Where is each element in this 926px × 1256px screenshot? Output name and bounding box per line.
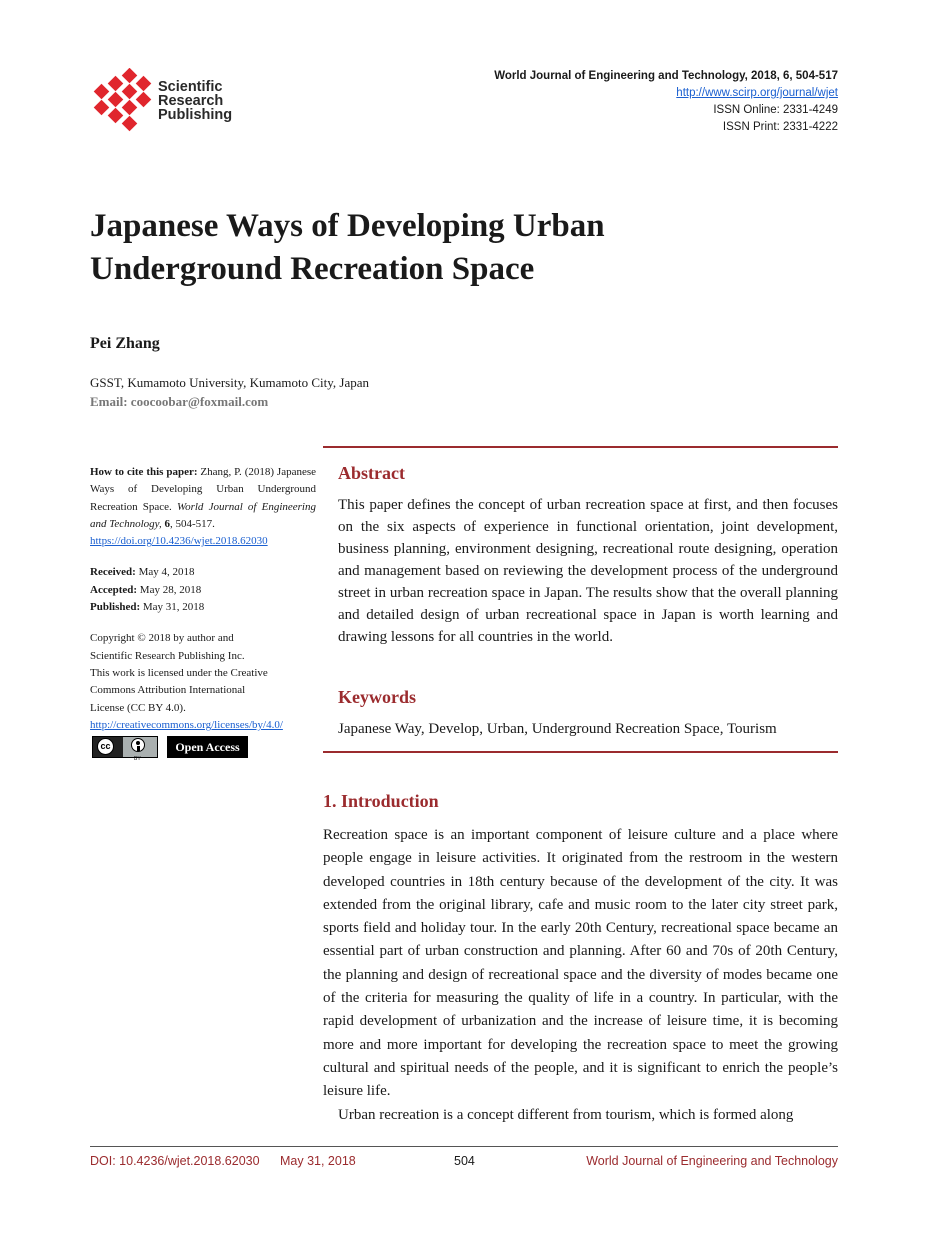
doi-link[interactable]: https://doi.org/10.4236/wjet.2018.62030 — [90, 535, 268, 548]
license-badges — [90, 736, 316, 763]
keywords-bottom-rule — [323, 751, 838, 753]
publisher-line3: Publishing — [158, 107, 233, 123]
publisher-line1: Scientific — [158, 79, 223, 95]
received-date: May 4, 2018 — [138, 566, 195, 579]
introduction-body — [323, 824, 838, 1127]
cite-volume: 6 — [164, 517, 170, 530]
publisher-line2: Research — [158, 93, 224, 109]
accepted-line — [90, 582, 316, 599]
introduction-paragraph-1: Recreation space is an important component of leisure culture and a place where people engage in leisure activities. It originated from the restroom in the western developed countries in 18th century because of the development of the city. It was extended from the original library, cafe and music room to the later city street park, sports field and holiday tour. In the early 20th Century, recreational space became an essential part of urban construction and planning. After 60 and 70s of 20th Century, the planning and design of recreational space and the diversity of modes became one of the criteria for measuring the quality of life in a country. In particular, with the rapid development of urbanization and the increase of leisure time, it is becoming more and more important for developing the recreation space to meet the growing cultural and spiritual needs of the people, and it is significant to enrich the people’s leisure life. — [323, 827, 838, 1100]
cite-text: Zhang, P. (2018) Japanese Ways of Developing Urban Underground Recreation Space. — [90, 466, 317, 513]
license-line2: Commons Attribution International — [90, 684, 246, 697]
footer-rule — [90, 1146, 838, 1147]
accepted-label: Accepted: — [90, 583, 138, 596]
citation-sidebar — [90, 464, 317, 763]
published-label: Published: — [90, 601, 141, 614]
accepted-date: May 28, 2018 — [139, 583, 202, 596]
keywords-text: Japanese Way, Develop, Urban, Underground Recreation Space, Tourism — [338, 721, 777, 737]
footer-date: May 31, 2018 — [280, 1154, 356, 1168]
copyright-line1: Copyright © 2018 by author and — [90, 632, 234, 645]
person-icon — [131, 738, 145, 752]
abstract-top-rule — [323, 446, 838, 448]
article-title: Japanese Ways of Developing Urban Underground Recreation Space — [90, 208, 605, 287]
introduction-heading: 1. Introduction — [323, 791, 439, 811]
copyright-line2: Scientific Research Publishing Inc. — [90, 649, 245, 662]
license-line1: This work is licensed under the Creative — [90, 666, 268, 679]
license-line3: License (CC BY 4.0). — [90, 701, 186, 714]
footer-page-number: 504 — [454, 1154, 475, 1168]
issn-print: ISSN Print: 2331-4222 — [722, 121, 838, 133]
cc-icon: cc — [97, 738, 114, 755]
cite-label: How to cite this paper: — [90, 466, 198, 478]
issn-online: ISSN Online: 2331-4249 — [713, 104, 838, 116]
open-access-badge[interactable]: Open Access — [167, 736, 248, 758]
author-affiliation: GSST, Kumamoto University, Kumamoto City, Japan — [90, 375, 369, 390]
logo-diamonds-icon — [90, 68, 156, 134]
footer-journal-name: World Journal of Engineering and Technology — [586, 1154, 838, 1168]
abstract-heading: Abstract — [338, 463, 405, 483]
author-name: Pei Zhang — [90, 335, 160, 352]
abstract-text: This paper defines the concept of urban recreation space at first, and then focuses on the six aspects of experience in functional orientation, joint development, business planning, environment designing, recreational route designing, operation and management based on reviewing the development process of the underground street in urban recreation space in Japan. The results show that the overall planning and detailed design of urban recreational space in Japan is worth learning and drawing lessons for all countries in the world. — [338, 497, 838, 645]
published-line — [90, 599, 316, 616]
author-email: Email: coocoobar@foxmail.com — [90, 394, 269, 409]
cite-journal: World Journal of Engineering and Technology, — [90, 500, 316, 530]
license-link[interactable]: http://creativecommons.org/licenses/by/4.0/ — [90, 718, 283, 731]
publisher-logo — [90, 68, 250, 134]
by-label: BY — [134, 756, 141, 763]
journal-header — [494, 68, 838, 136]
received-label: Received: — [90, 566, 136, 579]
journal-url-link[interactable]: http://www.scirp.org/journal/wjet — [676, 87, 838, 99]
cite-pages: , 504-517. — [169, 517, 215, 530]
published-date: May 31, 2018 — [142, 601, 205, 614]
received-line — [90, 564, 316, 581]
journal-citation-line: World Journal of Engineering and Technology, 2018, 6, 504-517 — [494, 70, 838, 82]
citation-block — [90, 464, 316, 533]
cc-by-badge[interactable] — [92, 736, 158, 763]
footer-doi: DOI: 10.4236/wjet.2018.62030 — [90, 1154, 260, 1168]
keywords-heading: Keywords — [338, 687, 416, 707]
introduction-paragraph-2: Urban recreation is a concept different from tourism, which is formed along — [338, 1106, 794, 1123]
page-footer — [90, 1154, 838, 1170]
publisher-name — [158, 80, 232, 122]
